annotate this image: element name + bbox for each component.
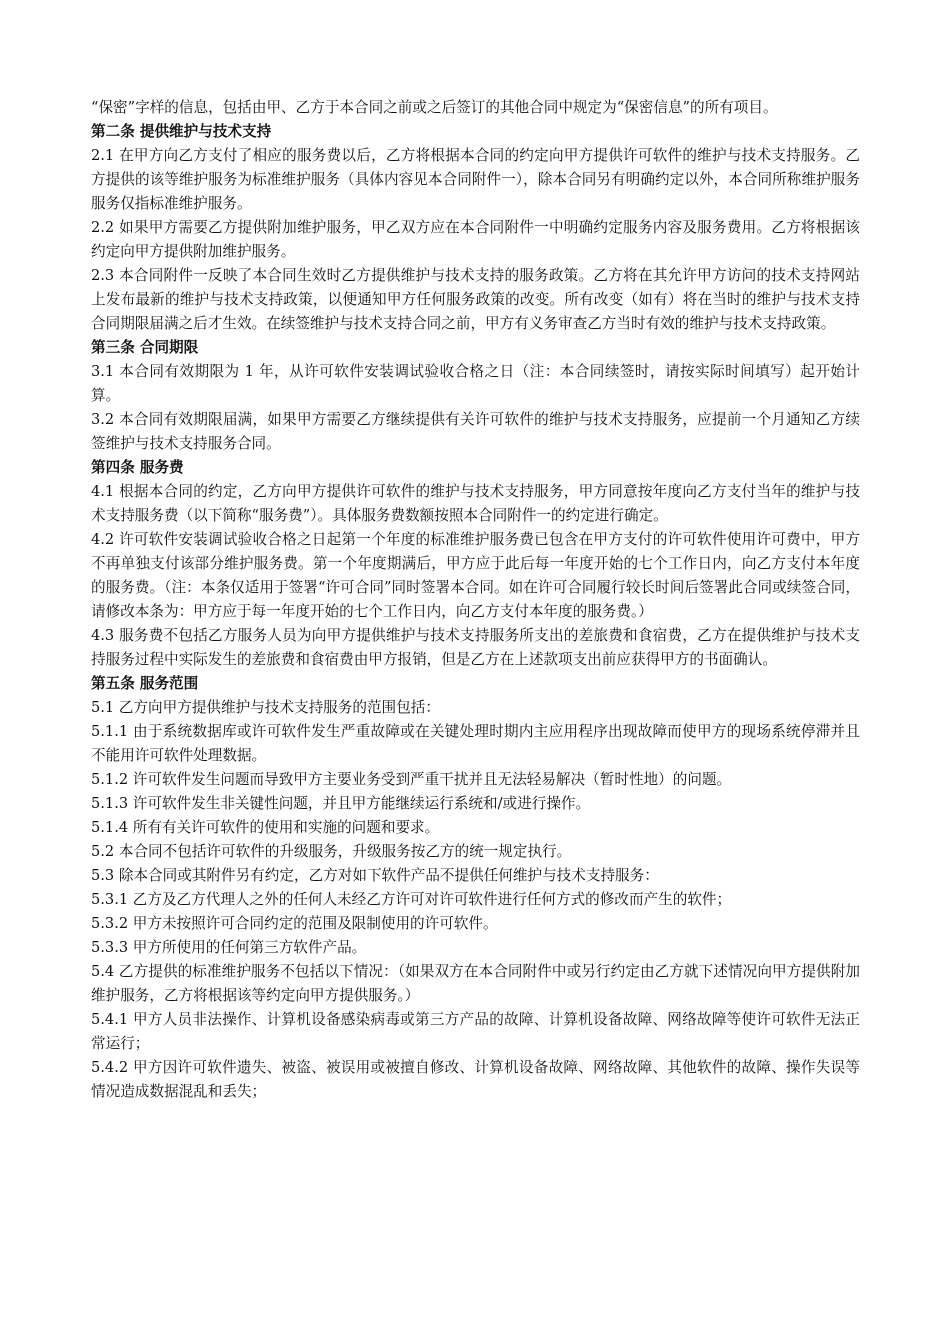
paragraph: 5.4.2 甲方因许可软件遗失、被盗、被误用或被擅自修改、计算机设备故障、网络故障、其他软件的故障、操作失误等情况造成数据混乱和丢失； [91, 1059, 860, 1100]
paragraph: “保密”字样的信息，包括由甲、乙方于本合同之前或之后签订的其他合同中规定为“保密信息”的所有项目。 [91, 99, 778, 116]
paragraph: 5.4.1 甲方人员非法操作、计算机设备感染病毒或第三方产品的故障、计算机设备故障、网络故障等使许可软件无法正常运行； [91, 1011, 860, 1052]
document-page [91, 96, 860, 1104]
paragraph: 4.1 根据本合同的约定，乙方向甲方提供许可软件的维护与技术支持服务，甲方同意按年度向乙方支付当年的维护与技术支持服务费（以下简称“服务费”）。具体服务费数额按照本合同附件一的约定进行确定。 [91, 483, 860, 524]
paragraph: 5.3 除本合同或其附件另有约定，乙方对如下软件产品不提供任何维护与技术支持服务： [91, 867, 659, 884]
paragraph: 5.1.2 许可软件发生问题而导致甲方主要业务受到严重干扰并且无法轻易解决（暂时性地）的问题。 [91, 771, 732, 788]
paragraph: 4.2 许可软件安装调试验收合格之日起第一个年度的标准维护服务费已包含在甲方支付的许可软件使用许可费中，甲方不再单独支付该部分维护服务费。第一个年度期满后，甲方应于此后每一年度开始的七个工作日内，向乙方支付本年度的服务费。（注：本条仅适用于签署“许可合同”同时签署本合同。如在许可合同履行较长时间后签署此合同或续签合同，请修改本条为：甲方应于每一年度开始的七个工作日内，向乙方支付本年度的服务费。） [91, 531, 860, 620]
paragraph: 2.1 在甲方向乙方支付了相应的服务费以后，乙方将根据本合同的约定向甲方提供许可软件的维护与技术支持服务。乙方提供的该等维护服务为标准维护服务（具体内容见本合同附件一），除本合同另有明确约定以外，本合同所称维护服务服务仅指标准维护服务。 [91, 147, 860, 212]
section-heading: 第五条 服务范围 [91, 675, 199, 692]
paragraph: 4.3 服务费不包括乙方服务人员为向甲方提供维护与技术支持服务所支出的差旅费和食宿费，乙方在提供维护与技术支持服务过程中实际发生的差旅费和食宿费由甲方报销，但是乙方在上述款项支出前应获得甲方的书面确认。 [91, 627, 860, 668]
paragraph: 5.3.1 乙方及乙方代理人之外的任何人未经乙方许可对许可软件进行任何方式的修改而产生的软件； [91, 891, 732, 908]
section-heading: 第四条 服务费 [91, 459, 184, 476]
paragraph: 5.1 乙方向甲方提供维护与技术支持服务的范围包括： [91, 699, 440, 716]
paragraph: 5.1.4 所有有关许可软件的使用和实施的问题和要求。 [91, 819, 440, 836]
paragraph: 5.1.1 由于系统数据库或许可软件发生严重故障或在关键处理时期内主应用程序出现故障而使甲方的现场系统停滞并且不能用许可软件处理数据。 [91, 723, 860, 764]
paragraph: 3.1 本合同有效期限为 1 年，从许可软件安装调试验收合格之日（注：本合同续签时，请按实际时间填写）起开始计算。 [91, 363, 860, 404]
paragraph: 2.2 如果甲方需要乙方提供附加维护服务，甲乙双方应在本合同附件一中明确约定服务内容及服务费用。乙方将根据该约定向甲方提供附加维护服务。 [91, 219, 860, 260]
section-heading: 第二条 提供维护与技术支持 [91, 123, 272, 140]
paragraph: 5.2 本合同不包括许可软件的升级服务，升级服务按乙方的统一规定执行。 [91, 843, 572, 860]
paragraph: 5.3.2 甲方未按照许可合同约定的范围及限制使用的许可软件。 [91, 915, 498, 932]
section-heading: 第三条 合同期限 [91, 339, 199, 356]
paragraph: 2.3 本合同附件一反映了本合同生效时乙方提供维护与技术支持的服务政策。乙方将在其允许甲方访问的技术支持网站上发布最新的维护与技术支持政策，以便通知甲方任何服务政策的改变。所有改变（如有）将在当时的维护与技术支持合同期限届满之后才生效。在续签维护与技术支持合同之前，甲方有义务审查乙方当时有效的维护与技术支持政策。 [91, 267, 860, 332]
paragraph: 5.3.3 甲方所使用的任何第三方软件产品。 [91, 939, 367, 956]
paragraph: 3.2 本合同有效期限届满，如果甲方需要乙方继续提供有关许可软件的维护与技术支持服务，应提前一个月通知乙方续签维护与技术支持服务合同。 [91, 411, 860, 452]
paragraph: 5.1.3 许可软件发生非关键性问题，并且甲方能继续运行系统和/或进行操作。 [91, 795, 591, 812]
paragraph: 5.4 乙方提供的标准维护服务不包括以下情况：（如果双方在本合同附件中或另行约定由乙方就下述情况向甲方提供附加维护服务，乙方将根据该等约定向甲方提供服务。） [91, 963, 860, 1004]
